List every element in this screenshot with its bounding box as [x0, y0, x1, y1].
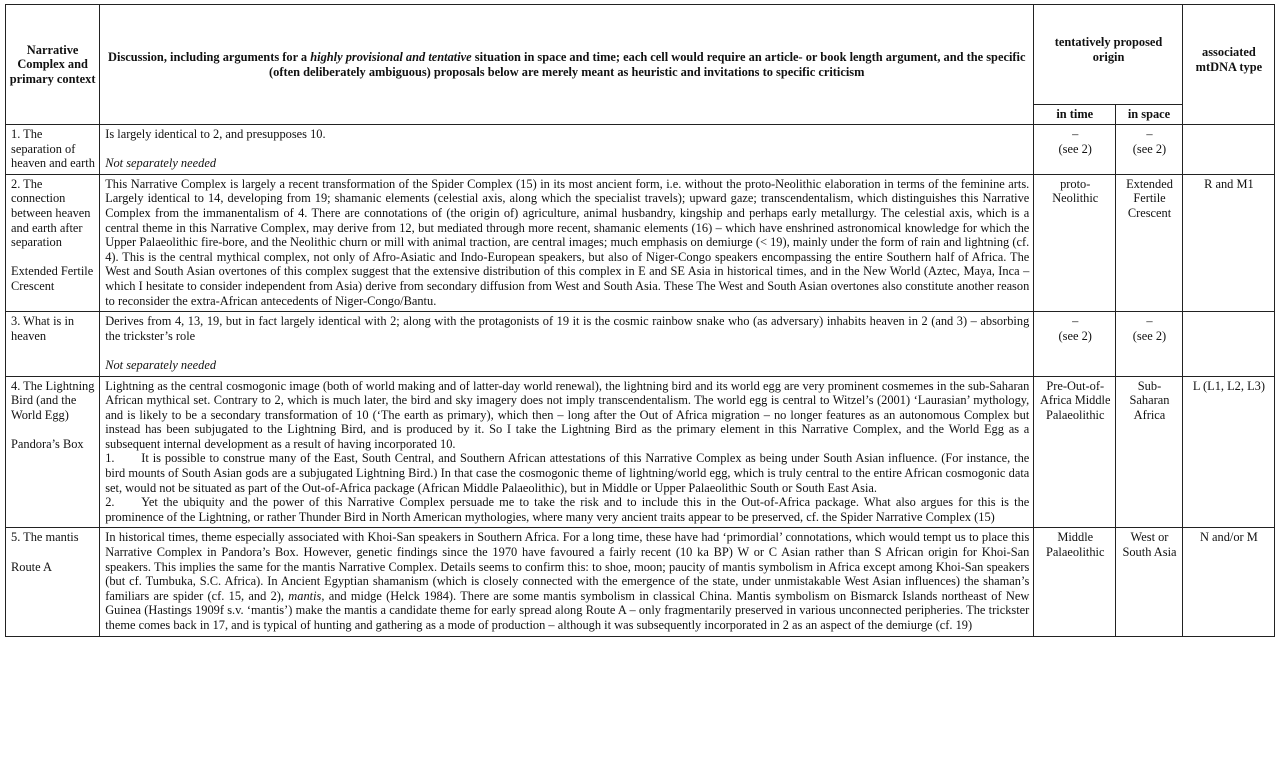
table-row: [6, 376, 1275, 528]
narrative-complex-table: [5, 4, 1275, 637]
origin-space-cell: West or South Asia: [1116, 528, 1183, 636]
header-origin: tentatively proposed origin: [1034, 5, 1183, 105]
origin-time-cell: Middle Palaeolithic: [1034, 528, 1116, 636]
context-cell: [6, 376, 100, 528]
discussion-cell: [100, 376, 1034, 528]
discussion-text: Lightning as the central cosmogonic image (both of world making and of latter-day world renewal), the lightning bird and its world egg are very prominent cosmemes in the sub-Saharan African mythical set. Contrary to 2, which is much later, the bird and sky imagery does not imply transcendentalism. The world egg is central to Witzel’s (2001) ‘Laurasian’ mythology, and is likely to be a secondary transformation of 10 (‘The earth as primary), which then – long after the Out of Africa migration – no longer features as an autonomous Complex but instead has been subjugated to the Lightning Bird, and is produced by it. So I take the Lightning Bird as the primary element in this Narrative Complex, and the World Egg as a subsequent internal development as a result of having incorporated 10.: [105, 378, 1030, 451]
context-subtitle: Pandora’s Box: [11, 436, 84, 451]
header-context: Narrative Complex and primary context: [6, 5, 100, 125]
header-row: [6, 5, 1275, 105]
discussion-cell: [100, 174, 1034, 311]
context-subtitle: Extended Fertile Crescent: [11, 264, 94, 293]
point-number: 1.: [105, 451, 115, 466]
header-discussion: [100, 5, 1034, 125]
point-number: 2.: [105, 495, 115, 510]
origin-time-cell: – (see 2): [1034, 312, 1116, 376]
context-cell: [6, 528, 100, 636]
discussion-cell: [100, 312, 1034, 376]
origin-space-cell: Extended Fertile Crescent: [1116, 174, 1183, 311]
context-title: 3. What is in heaven: [11, 314, 75, 343]
discussion-cell: [100, 528, 1034, 636]
header-discussion-em: highly provisional and tentative: [310, 49, 472, 64]
context-subtitle: Route A: [11, 559, 52, 574]
mtdna-cell: R and M1: [1182, 174, 1274, 311]
context-cell: [6, 125, 100, 175]
table-row: [6, 174, 1275, 311]
context-title: 2. The connection between heaven and earth after separation: [11, 176, 91, 250]
context-title: 5. The mantis: [11, 530, 79, 545]
discussion-text: , and midge (Helck 1984). There are some mantis symbolism in classical China. Mantis symbolism on Bismarck Islands northeast of New Guinea (Hastings 1909f s.v. ‘mantis’) make the mantis a candidate theme for early spread along Route A – only fragmentarily preserved in various unconnected peripheries. The trickster theme comes back in 17, and is typical of hunting and gathering as a mode of production – although it was subsequently incorporated in 2 as an aspect of the demiurge (cf. 19): [105, 588, 1030, 632]
header-in-space: in space: [1116, 105, 1183, 125]
origin-space-cell: Sub-Saharan Africa: [1116, 376, 1183, 528]
mtdna-cell: L (L1, L2, L3): [1182, 376, 1274, 528]
table-row: [6, 528, 1275, 636]
discussion-emphasis: mantis: [288, 588, 322, 603]
discussion-cell: [100, 125, 1034, 175]
discussion-point: [105, 495, 1029, 524]
table-row: [6, 312, 1275, 376]
mtdna-cell: N and/or M: [1182, 528, 1274, 636]
context-cell: [6, 312, 100, 376]
discussion-text: In historical times, theme especially associated with Khoi-San speakers in Southern Africa. For a long time, these have had ‘primordial’ connotations, which would tempt us to place this Narrative Complex in Pandora’s Box. However, genetic findings since the 1970 have favoured a fairly recent (10 ka BP) W or C Asian rather than S African origin for Khoi-San speakers. This implies the same for the mantis Narrative Complex. Details seems to confirm this: to shoe, moon; paucity of mantis symbolism in Africa except among Khoi-San speakers (but cf. Tumbuka, S.C. Africa). In Ancient Egyptian shamanism (which is closely connected with the emergence of the state, under unmistakable West Asian influences) the shaman’s familiars are spider (cf. 15, and 2),: [105, 530, 1030, 603]
discussion-text: Derives from 4, 13, 19, but in fact largely identical with 2; along with the protagonists of 19 it is the cosmic rainbow snake who (as adversary) inhabits heaven in 2 (and 3) – absorbing the trickster’s role: [105, 314, 1030, 343]
header-discussion-post: situation in space and time; each cell would require an article- or book length argument, and the specific (often deliberately ambiguous) proposals below are merely meant as heuristic and invitations to specific criticism: [269, 49, 1026, 79]
mtdna-cell: [1182, 312, 1274, 376]
point-text: Yet the ubiquity and the power of this Narrative Complex persuade me to take the risk and to include this in the Out-of-Africa package. What also argues for this is the prominence of the Lightning, or rather Thunder Bird in North American mythologies, where many very ancient traits appear to be preserved, cf. the Spider Narrative Complex (15): [105, 495, 1030, 524]
point-text: It is possible to construe many of the East, South Central, and Southern African attestations of this Narrative Complex as being under South Asian influence. (For instance, the bird mounts of South Asian gods are a subjugated Lightning Bird.) In that case the cosmogonic theme of lightning/world egg, which is truly central to the entire African cosmogonic data set, would not be situated as part of the Out-of-Africa package (African Middle Palaeolithic), but in Middle or Upper Palaeolithic South or South East Asia.: [105, 451, 1030, 495]
header-in-time: in time: [1034, 105, 1116, 125]
header-mtdna: associated mtDNA type: [1182, 5, 1274, 125]
document-page: [5, 4, 1275, 637]
discussion-text: This Narrative Complex is largely a recent transformation of the Spider Complex (15) in its most ancient form, i.e. without the proto-Neolithic elaboration in terms of the feminine arts. Largely identical to 14, developing from 19; shamanic elements (celestial axis, along which the specialist travels); upward gaze; transcendentalism, which distinguishes this Narrative Complex from the immanentalism of 4. There are connotations of (the origin of) agriculture, animal husbandry, kingship and perhaps early metallurgy. The celestial axis, which is a central theme in this Narrative Complex, may derive from 12, but mediated through more recent, shamanic elements (16) – which have enshrined astronomical knowledge for which the Upper Palaeolithic fire-bore, and the Neolithic churn or mill with animal traction, are central images; much emphasis on demiurge (< 19), mainly under the form of rain and lightning (cf. 4). This is the central mythical complex, not only of Afro-Asiatic and Indo-European speakers, but also of Niger-Congo speakers encompassing the entire Southern half of Africa. The West and South Asian overtones of this complex suggest that the extensive distribution of this complex in E and SE Asia in historical times, and in the New World (Aztec, Maya, Inca – which I hesitate to consider independent from Asia) derive from secondary diffusion from West and South Asia. These The West and South Asian overtones also constitute another reason to reconsider the extra-African antecedents of Niger-Congo/Bantu.: [105, 176, 1030, 308]
header-discussion-pre: Discussion, including arguments for a: [108, 49, 311, 64]
context-title: 1. The separation of heaven and earth: [11, 127, 95, 171]
mtdna-cell: [1182, 125, 1274, 175]
discussion-point: [105, 451, 1029, 495]
table-row: [6, 125, 1275, 175]
discussion-note: Not separately needed: [105, 156, 217, 171]
origin-time-cell: Pre-Out-of-Africa Middle Palaeolithic: [1034, 376, 1116, 528]
context-cell: [6, 174, 100, 311]
discussion-text: Is largely identical to 2, and presupposes 10.: [105, 127, 326, 141]
origin-space-cell: – (see 2): [1116, 312, 1183, 376]
origin-time-cell: – (see 2): [1034, 125, 1116, 175]
context-title: 4. The Lightning Bird (and the World Egg): [11, 378, 95, 422]
discussion-note: Not separately needed: [105, 357, 217, 372]
origin-space-cell: – (see 2): [1116, 125, 1183, 175]
origin-time-cell: proto-Neolithic: [1034, 174, 1116, 311]
